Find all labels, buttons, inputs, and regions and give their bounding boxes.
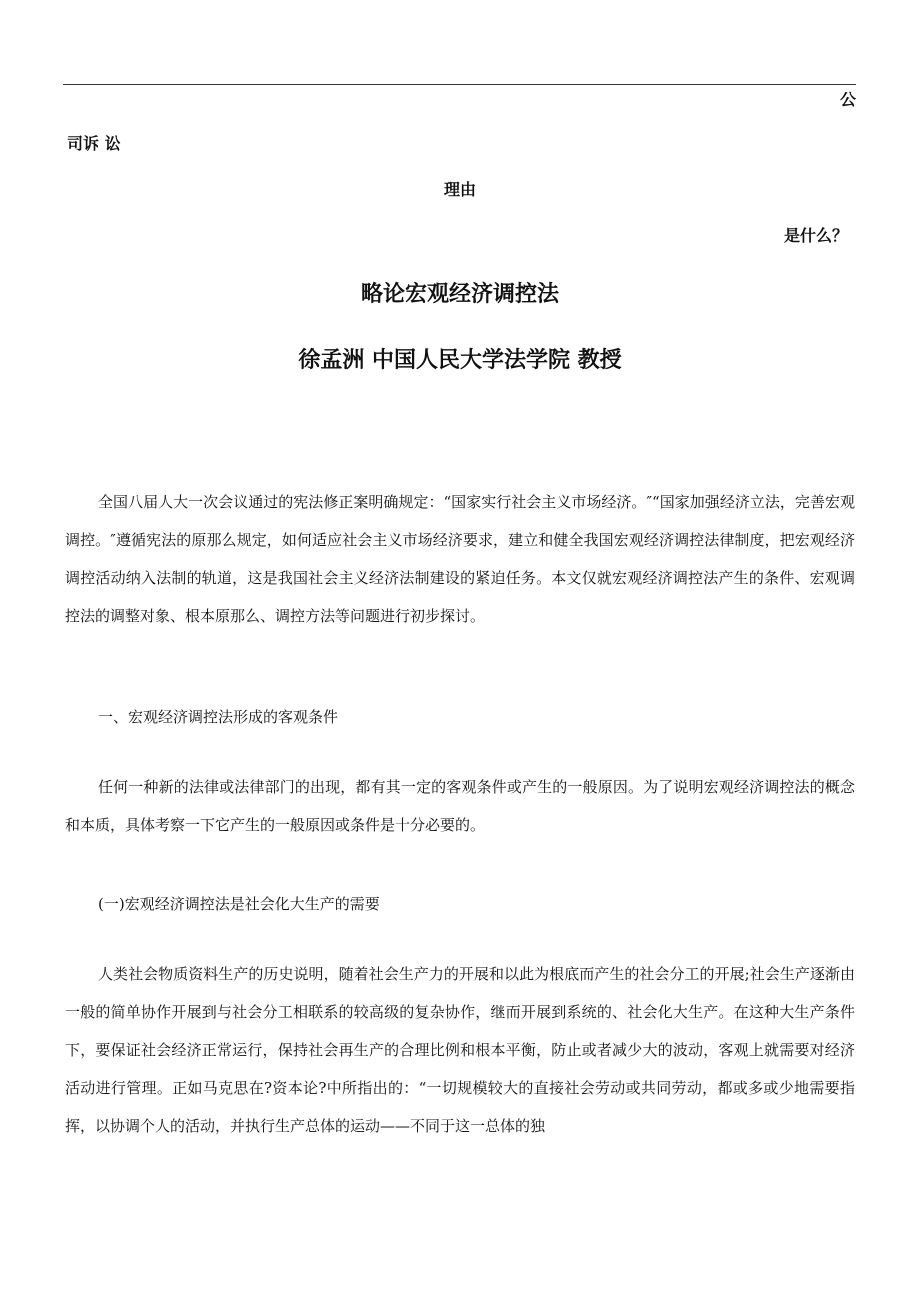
- header-fragment-1: 公: [839, 90, 856, 109]
- subsection-paragraph: 人类社会物质资料生产的历史说明，随着社会生产力的开展和以此为根底而产生的社会分工的开展;社会生产逐渐由一般的简单协作开展到与社会分工相联系的较高级的复杂协作，继而开展到系统的、社会化大生产。在这种大生产条件下，要保证社会经济正常运行，保持社会再生产的合理比例和根本平衡，防止或者减少大的波动，客观上就需要对经济活动进行管理。正如马克思在?资本论?中所指出的：“一切规模较大的直接社会劳动或共同劳动，都或多或少地需要指挥，以协调个人的活动，并执行生产总体的运动——不同于这一总体的独: [65, 965, 855, 1135]
- header-fragment-3: 理由: [443, 180, 476, 199]
- subsection-heading: (一)宏观经济调控法是社会化大生产的需要: [98, 895, 380, 913]
- header-divider: [63, 84, 856, 85]
- article-author: 徐孟洲 中国人民大学法学院 教授: [298, 348, 622, 373]
- section-heading: 一、宏观经济调控法形成的客观条件: [98, 708, 339, 726]
- header-fragment-2: 司诉 讼: [67, 134, 121, 153]
- section-paragraph: 任何一种新的法律或法律部门的出现，都有其一定的客观条件或产生的一般原因。为了说明宏观经济调控法的概念和本质，具体考察一下它产生的一般原因或条件是十分必要的。: [65, 778, 855, 834]
- intro-paragraph: 全国八届人大一次会议通过的宪法修正案明确规定：“国家实行社会主义市场经济。″“国家加强经济立法，完善宏观调控。″遵循宪法的原那么规定，如何适应社会主义市场经济要求，建立和健全我国宏观经济调控法律制度，把宏观经济调控活动纳入法制的轨道，这是我国社会主义经济法制建设的紧迫任务。本文仅就宏观经济调控法产生的条件、宏观调控法的调整对象、根本原那么、调控方法等问题进行初步探讨。: [65, 493, 855, 625]
- article-title: 略论宏观经济调控法: [360, 282, 559, 307]
- header-fragment-4: 是什么？: [783, 226, 848, 245]
